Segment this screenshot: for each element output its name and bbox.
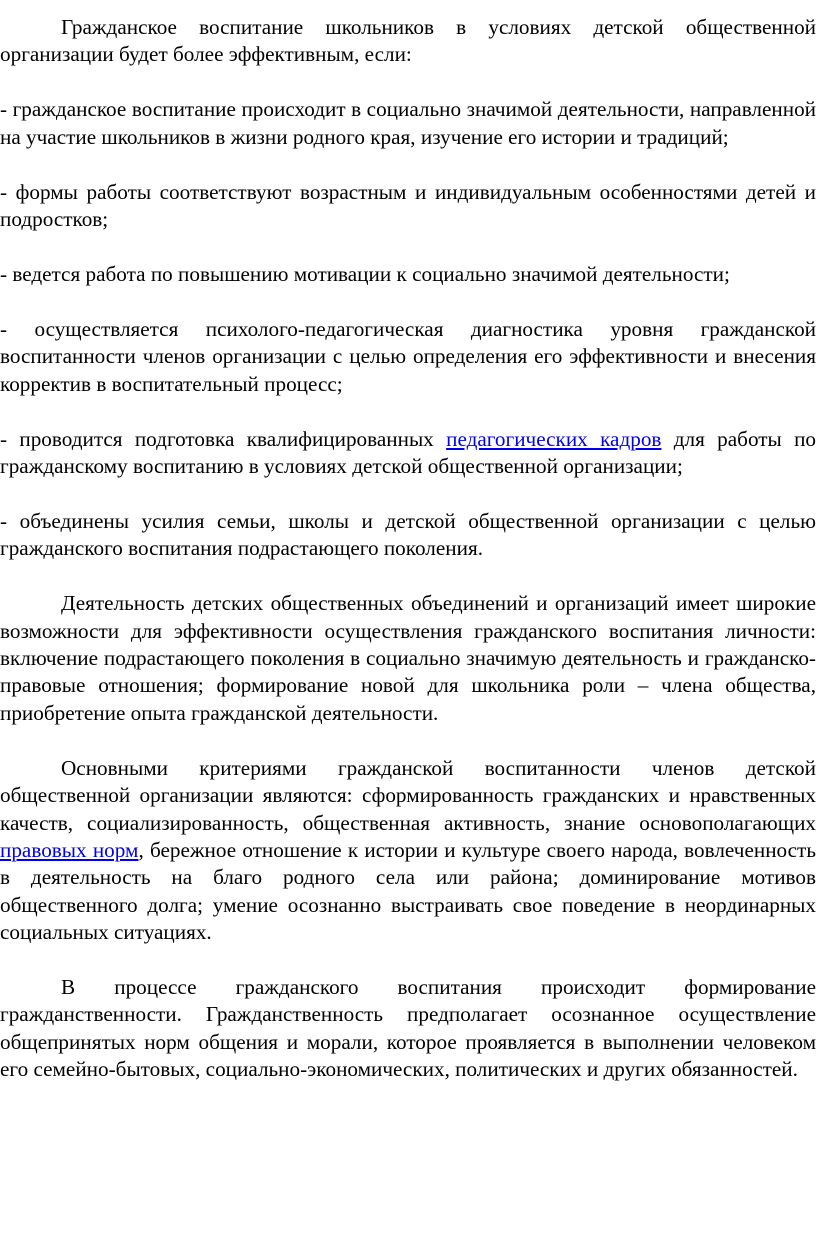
bullet-item-2: - формы работы соответствуют возрастным и индивидуальным особенностями детей и подростков; — [0, 179, 816, 232]
criteria-text-before: Основными критериями гражданской воспитанности членов детской общественной организации являются: сформированность гражданских и нравственных качеств, социализированность, общественная активность, знание основополагающих — [0, 755, 816, 835]
bullet-item-1: - гражданское воспитание происходит в социально значимой деятельности, направленной на участие школьников в жизни родного края, изучение его истории и традиций; — [0, 97, 816, 149]
document-page — [0, 14, 816, 1084]
activity-paragraph: Деятельность детских общественных объединений и организаций имеет широкие возможности для эффективности осуществления гражданского воспитания личности: включение подрастающего поколения в социально значимую деятельность и гражданско-правовые отношения; формирование новой для школьника роли – члена общества, приобретение опыта гражданской деятельности. — [0, 591, 816, 725]
bullet-item-4: - осуществляется психолого-педагогическая диагностика уровня гражданской воспитанности членов организации с целью определения его эффективности и внесения корректив в воспитательный процесс; — [0, 316, 816, 396]
bullet-item-5 — [0, 426, 816, 481]
bullet-item-6: - объединены усилия семьи, школы и детской общественной организации с целью гражданского воспитания подрастающего поколения. — [0, 508, 816, 561]
pedagogical-staff-link[interactable]: педагогических кадров — [446, 426, 662, 451]
citizenship-paragraph: В процессе гражданского воспитания происходит формирование гражданственности. Гражданственность предполагает осознанное осуществление общепринятых норм общения и морали, которое проявляется в выполнении человеком его семейно-бытовых, социально-экономических, политических и других обязанностей. — [0, 975, 816, 1082]
bullet-item-3: - ведется работа по повышению мотивации к социально значимой деятельности; — [0, 261, 730, 286]
intro-paragraph: Гражданское воспитание школьников в условиях детской общественной организации будет более эффективным, если: — [0, 15, 816, 67]
bullet-item-5-text-before: - проводится подготовка квалифицированных — [0, 426, 447, 451]
legal-norms-link[interactable]: правовых норм — [0, 837, 139, 862]
bullet-item-5-text-after: для работы по гражданскому воспитанию в условиях детской общественной организации; — [0, 426, 816, 478]
criteria-paragraph — [0, 755, 816, 947]
criteria-text-after: , бережное отношение к истории и культуре своего народа, вовлеченность в деятельность на благо родного села или района; доминирование мотивов общественного долга; умение осознанно выстраивать свое поведение в неординарных социальных ситуациях. — [0, 837, 816, 945]
